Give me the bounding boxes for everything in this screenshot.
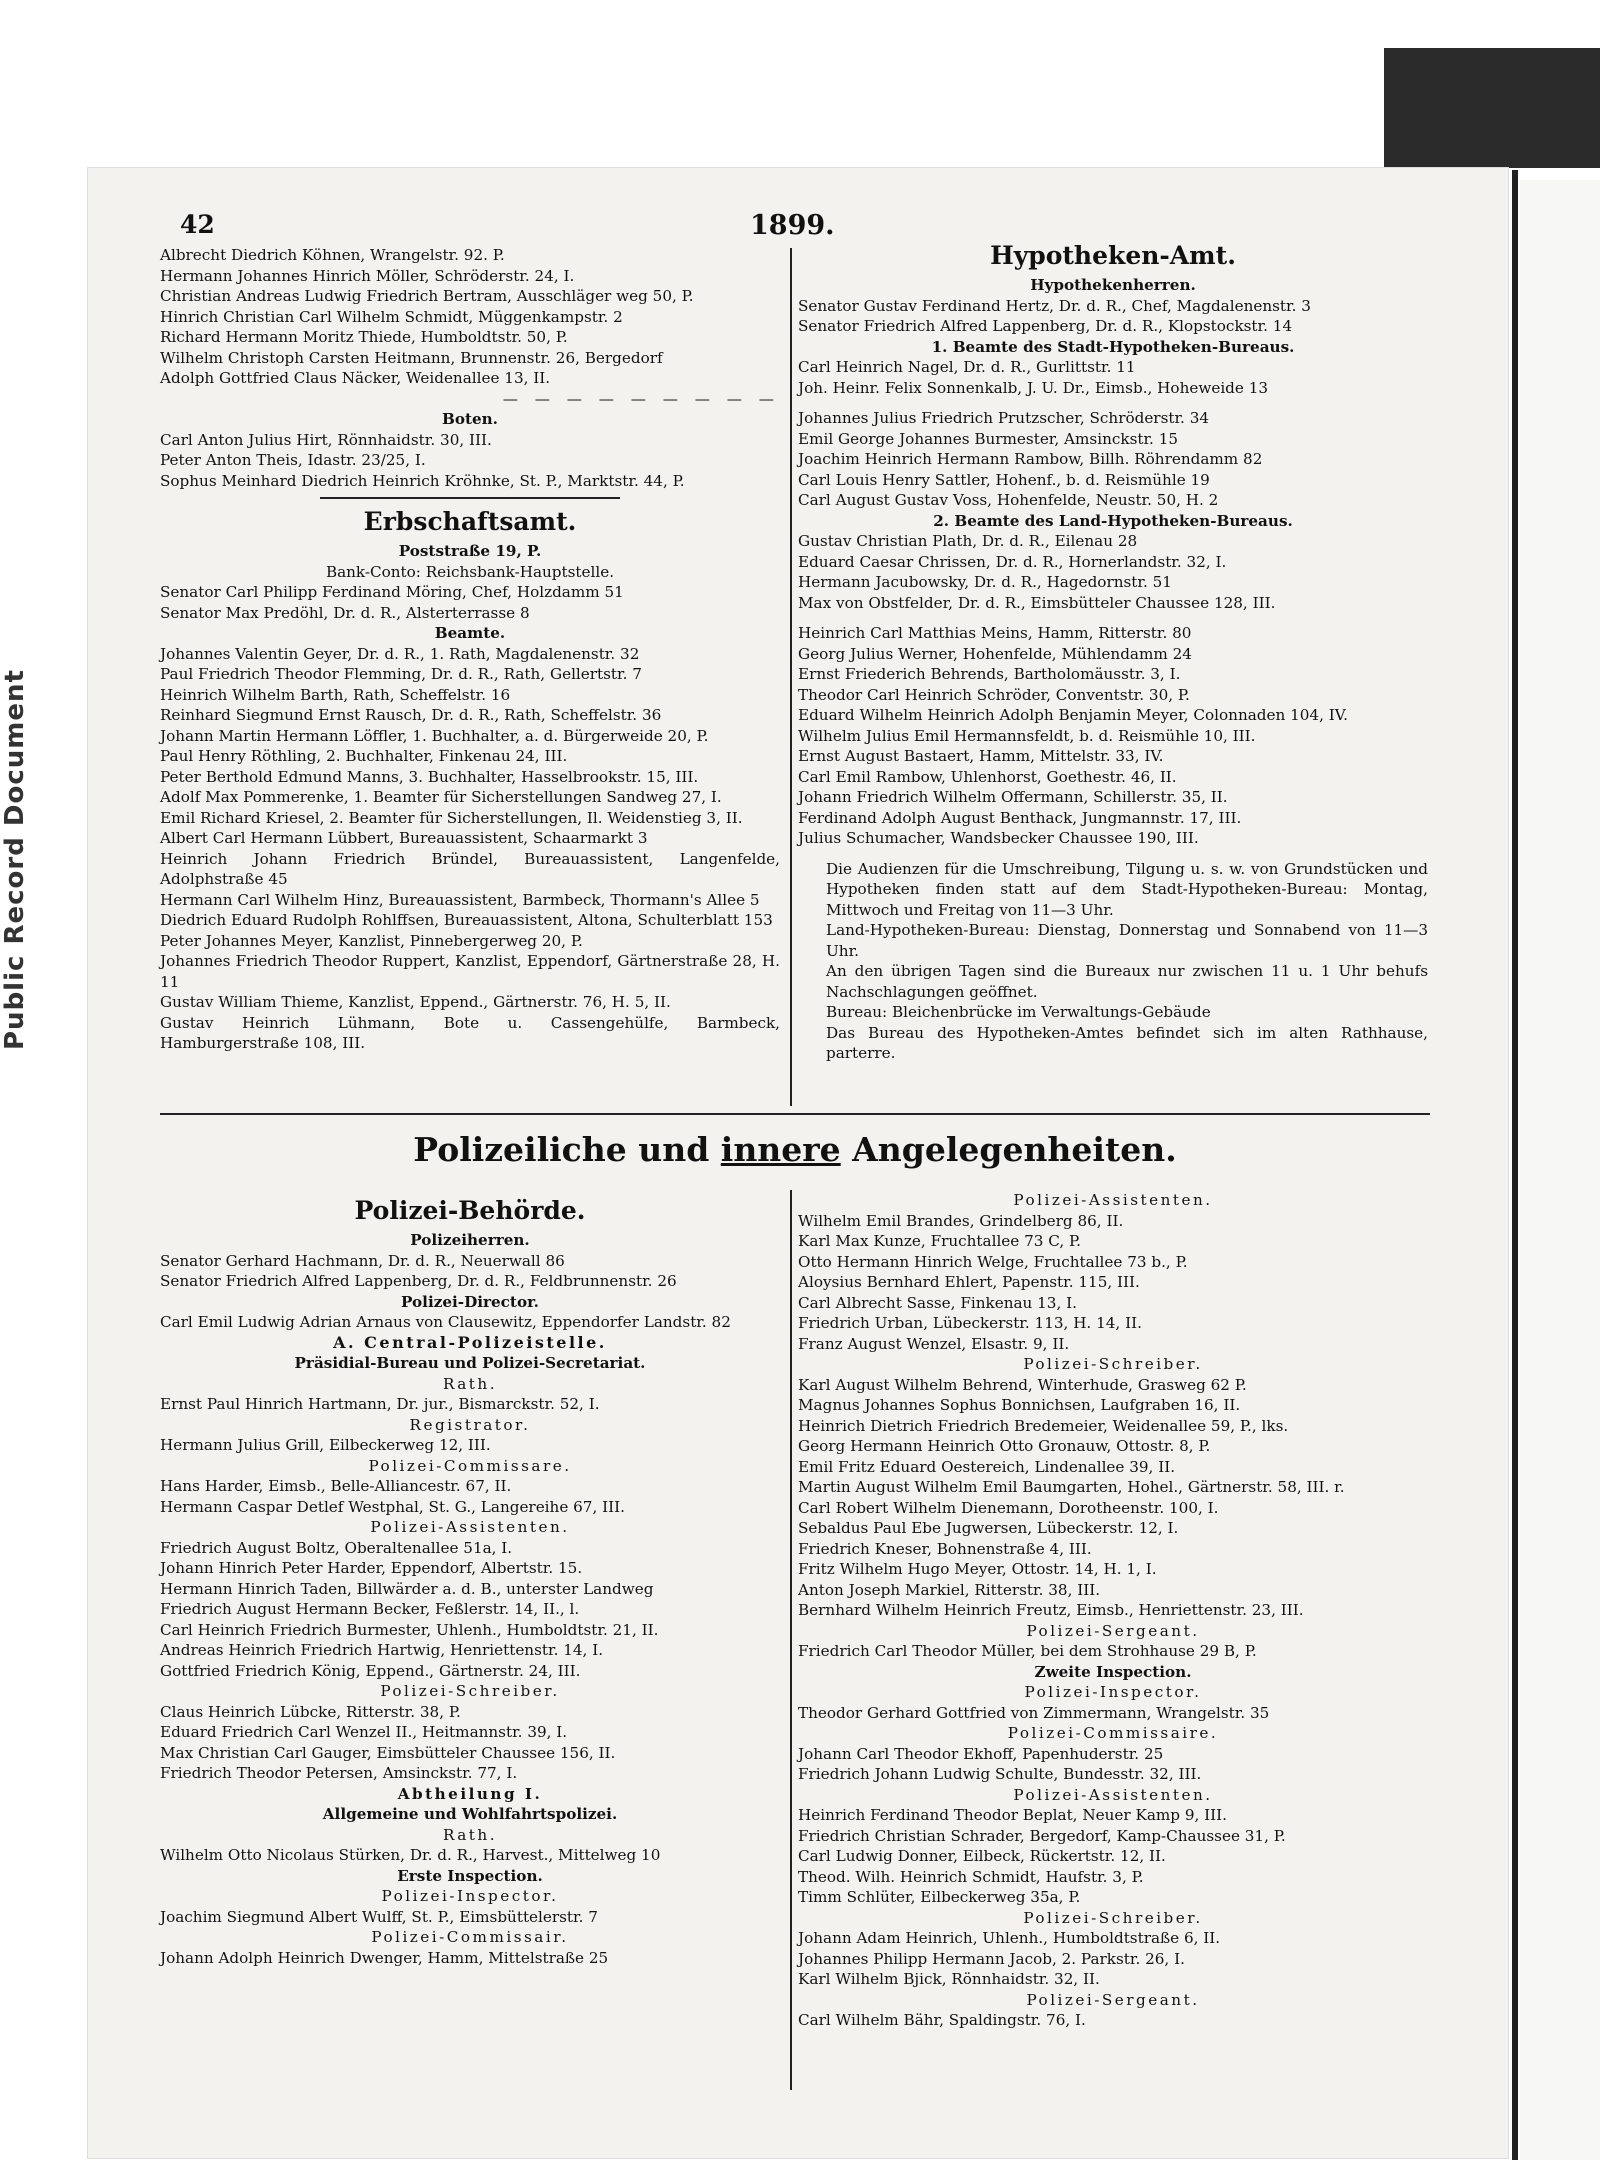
list-item: Heinrich Carl Matthias Meins, Hamm, Ritterstr. 80 [798,624,1192,642]
list-item: Senator Max Predöhl, Dr. d. R., Alsterterrasse 8 [160,603,530,622]
list-item: Christian Andreas Ludwig Friedrich Bertram, Ausschläger weg 50, P. [160,287,694,305]
rb-commissaire-heading: Polizei-Commissaire. [1007,1724,1219,1742]
list-item: Johann Carl Theodor Ekhoff, Papenhuderstr. 25 [798,1744,1164,1763]
list-item: Karl Max Kunze, Fruchtallee 73 C, P. [798,1232,1081,1250]
commissair: Johann Adolph Heinrich Dwenger, Hamm, Mittelstraße 25 [160,1948,609,1967]
list-item: Heinrich Dietrich Friedrich Bredemeier, Weidenallee 59, P., lks. [798,1416,1289,1435]
list-item: Senator Gerhard Hachmann, Dr. d. R., Neuerwall 86 [160,1251,565,1270]
list-item: Ferdinand Adolph August Benthack, Jungmannstr. 17, III. [798,808,1242,827]
hypotheken-title: Hypotheken-Amt. [990,241,1236,270]
list-item: Wilhelm Emil Brandes, Grindelberg 86, II. [798,1211,1124,1230]
right-top-column [798,241,1428,1064]
list-item: Senator Carl Philipp Ferdinand Möring, Chef, Holzdamm 51 [160,583,624,601]
list-item: Andreas Heinrich Friedrich Hartwig, Henriettenstr. 14, I. [160,1641,604,1659]
list-item: Das Bureau des Hypotheken-Amtes befindet sich im alten Rathhause, parterre. [826,1023,1428,1062]
stadt-list-a [798,357,1428,398]
list-item: Friedrich Urban, Lübeckerstr. 113, H. 14, II. [798,1314,1142,1332]
list-item: Paul Friedrich Theodor Flemming, Dr. d. R., Rath, Gellertstr. 7 [160,665,642,683]
rb-assistenten-list [798,1211,1428,1355]
rb-inspector-heading: Polizei-Inspector. [1024,1683,1202,1701]
list-item: Heinrich Ferdinand Theodor Beplat, Neuer Kamp 9, III. [798,1806,1227,1824]
list-item: Johann Martin Hermann Löffler, 1. Buchhalter, a. d. Bürgerweide 20, P. [160,726,709,745]
rb-schreiber-list [798,1375,1428,1621]
list-item: Carl Ludwig Donner, Eilbeck, Rückertstr. 12, II. [798,1847,1166,1865]
list-item: Johannes Julius Friedrich Prutzscher, Schröderstr. 34 [798,409,1210,427]
rb-commissaire-list [798,1744,1428,1785]
list-item: Gustav Christian Plath, Dr. d. R., Eilenau 28 [798,532,1138,550]
registrator: Hermann Julius Grill, Eilbeckerweg 12, III. [160,1436,491,1454]
list-item: Franz August Wenzel, Elsastr. 9, II. [798,1334,1070,1353]
land-list-a [798,531,1428,613]
rb-assistenten-heading: Polizei-Assistenten. [1013,1191,1213,1209]
list-item: Karl Wilhelm Bjick, Rönnhaidstr. 32, II. [798,1970,1100,1988]
commissare-heading: Polizei-Commissare. [368,1456,572,1475]
list-item: Timm Schlüter, Eilbeckerweg 35a, P. [798,1888,1081,1906]
side-label: Public Record Document [0,669,30,1050]
list-item: Friedrich Theodor Petersen, Amsinckstr. 77, I. [160,1764,518,1782]
list-item: Reinhard Siegmund Ernst Rausch, Dr. d. R., Rath, Scheffelstr. 36 [160,706,662,724]
right-bottom-column [798,1190,1428,2031]
polizeiherren-heading: Polizeiherren. [410,1231,530,1249]
boten-heading: Boten. [442,410,498,428]
list-item: Max von Obstfelder, Dr. d. R., Eimsbütteler Chaussee 128, III. [798,593,1276,612]
list-item: Max Christian Carl Gauger, Eimsbütteler Chaussee 156, II. [160,1743,616,1762]
list-item: Wilhelm Christoph Carsten Heitmann, Brunnenstr. 26, Bergedorf [160,348,663,367]
hypothekenherren-list [798,296,1428,337]
list-item: Senator Gustav Ferdinand Hertz, Dr. d. R., Chef, Magdalenenstr. 3 [798,296,1311,315]
list-item: Emil Fritz Eduard Oestereich, Lindenallee 39, II. [798,1457,1176,1476]
allgemeine-heading: Allgemeine und Wohlfahrtspolizei. [322,1805,618,1823]
list-item: Carl August Gustav Voss, Hohenfelde, Neustr. 50, H. 2 [798,491,1219,509]
list-item: Adolf Max Pommerenke, 1. Beamter für Sicherstellungen Sandweg 27, I. [160,788,722,806]
inspector: Joachim Siegmund Albert Wulff, St. P., Eimsbüttelerstr. 7 [160,1907,598,1926]
list-item: Senator Friedrich Alfred Lappenberg, Dr. d. R., Klopstockstr. 14 [798,317,1293,335]
beamte-heading: Beamte. [434,624,506,642]
director-heading: Polizei-Director. [401,1292,539,1311]
list-item: Ernst August Bastaert, Hamm, Mittelstr. 33, IV. [798,747,1164,765]
list-item: Magnus Johannes Sophus Bonnichsen, Laufgraben 16, II. [798,1396,1241,1414]
erbschaft-senators [160,582,780,623]
list-item: Hermann Caspar Detlef Westphal, St. G., Langereihe 67, III. [160,1497,625,1516]
land-bureau-heading: 2. Beamte des Land-Hypotheken-Bureaus. [933,511,1293,530]
rb-schreiber2-list [798,1928,1428,1990]
erbschaft-address: Poststraße 19, P. [398,542,542,560]
page-spine [1512,170,1518,2160]
list-item: Theod. Wilh. Heinrich Schmidt, Haufstr. 3, P. [798,1867,1144,1886]
page-year: 1899. [750,210,835,241]
rb-sergeant-heading: Polizei-Sergeant. [1026,1621,1200,1640]
list-item: Eduard Wilhelm Heinrich Adolph Benjamin Meyer, Colonnaden 104, IV. [798,706,1348,724]
list-item: Peter Berthold Edmund Manns, 3. Buchhalter, Hasselbrookstr. 15, III. [160,767,699,786]
list-item: Paul Henry Röthling, 2. Buchhalter, Finkenau 24, III. [160,747,568,765]
list-item: Georg Julius Werner, Hohenfelde, Mühlendamm 24 [798,644,1192,663]
list-item: Otto Hermann Hinrich Welge, Fruchtallee 73 b., P. [798,1252,1188,1271]
list-item: Land-Hypotheken-Bureau: Dienstag, Donnerstag und Sonnabend von 11—3 Uhr. [826,921,1428,960]
central-heading: A. Central-Polizeistelle. [333,1332,607,1352]
rath-heading: Rath. [442,1374,498,1393]
list-item: Friedrich Kneser, Bohnenstraße 4, III. [798,1539,1092,1558]
erste-inspection-heading: Erste Inspection. [397,1866,543,1885]
list-item: Joh. Heinr. Felix Sonnenkalb, J. U. Dr., Eimsb., Hoheweide 13 [798,378,1269,397]
polizei-behoerde-title: Polizei-Behörde. [354,1196,586,1225]
column-rule-top [790,248,792,1106]
rb-assistenten2-list [798,1805,1428,1908]
rb-sergeant2-heading: Polizei-Sergeant. [1026,1990,1200,2009]
short-rule [320,497,620,499]
boten-list [160,430,780,492]
rb-schreiber2-heading: Polizei-Schreiber. [1023,1908,1203,1927]
pre-lines [160,245,780,389]
list-item: Carl Albrecht Sasse, Finkenau 13, I. [798,1293,1077,1312]
section-title [160,1130,1430,1169]
list-item: Diedrich Eduard Rudolph Rohlffsen, Bureauassistent, Altona, Schulterblatt 153 [160,911,773,929]
list-item: Eduard Caesar Chrissen, Dr. d. R., Hornerlandstr. 32, I. [798,552,1227,571]
list-item: Sebaldus Paul Ebe Jugwersen, Lübeckerstr. 12, I. [798,1519,1179,1537]
list-item: Peter Anton Theis, Idastr. 23/25, I. [160,451,426,469]
list-item: Johann Hinrich Peter Harder, Eppendorf, Albertstr. 15. [160,1559,583,1577]
praesidial-heading: Präsidial-Bureau und Polizei-Secretariat. [294,1354,646,1372]
commissair-heading: Polizei-Commissair. [371,1928,569,1946]
list-item: Hans Harder, Eimsb., Belle-Alliancestr. 67, II. [160,1477,512,1495]
list-item: Bernhard Wilhelm Heinrich Freutz, Eimsb., Henriettenstr. 23, III. [798,1601,1304,1619]
dashed-separator: — — — — — — — — — [502,389,780,408]
rb-assistenten2-heading: Polizei-Assistenten. [1013,1785,1213,1804]
stadt-bureau-heading: 1. Beamte des Stadt-Hypotheken-Bureaus. [931,337,1295,356]
list-item: Theodor Carl Heinrich Schröder, Conventstr. 30, P. [798,685,1190,704]
schreiber-list [160,1702,780,1784]
list-item: Georg Hermann Heinrich Otto Gronauw, Ottostr. 8, P. [798,1437,1211,1455]
rb-sergeant: Friedrich Carl Theodor Müller, bei dem Strohhause 29 B, P. [798,1642,1257,1660]
stadt-list-b [798,408,1428,511]
audienz-notes [798,859,1428,1064]
list-item: Sophus Meinhard Diedrich Heinrich Kröhnke, St. P., Marktstr. 44, P. [160,471,685,490]
list-item: Friedrich Christian Schrader, Bergedorf, Kamp-Chaussee 31, P. [798,1826,1286,1845]
list-item: Albrecht Diedrich Köhnen, Wrangelstr. 92. P. [160,246,505,264]
list-item: Johann Adam Heinrich, Uhlenh., Humboldtstraße 6, II. [798,1929,1221,1947]
schreiber-heading: Polizei-Schreiber. [380,1682,560,1700]
inspector-heading: Polizei-Inspector. [381,1887,559,1905]
list-item: Hermann Carl Wilhelm Hinz, Bureauassistent, Barmbeck, Thormann's Allee 5 [160,890,760,909]
section-rule [160,1113,1430,1115]
list-item: Aloysius Bernhard Ehlert, Papenstr. 115, III. [798,1273,1140,1291]
registrator-heading: Registrator. [409,1415,531,1434]
list-item: Ernst Friederich Behrends, Bartholomäusstr. 3, I. [798,665,1181,683]
list-item: Johannes Philipp Hermann Jacob, 2. Parkstr. 26, I. [798,1949,1185,1968]
list-item: Die Audienzen für die Umschreibung, Tilgung u. s. w. von Grundstücken und Hypotheken finden statt auf dem Stadt-Hypotheken-Bureau: Montag, Mittwoch und Freitag von 11—3 Uhr. [826,859,1428,919]
left-bottom-column [160,1190,780,1968]
hypothekenherren-heading: Hypothekenherren. [1030,276,1196,294]
bank-conto: Bank-Conto: Reichsbank-Hauptstelle. [325,562,615,581]
commissare-list [160,1476,780,1517]
list-item: Eduard Friedrich Carl Wenzel II., Heitmannstr. 39, I. [160,1723,568,1741]
list-item: Johann Friedrich Wilhelm Offermann, Schillerstr. 35, II. [798,788,1228,806]
rath2: Wilhelm Otto Nicolaus Stürken, Dr. d. R., Harvest., Mittelweg 10 [160,1846,661,1864]
rath: Ernst Paul Hinrich Hartmann, Dr. jur., Bismarckstr. 52, I. [160,1395,600,1413]
list-item: Senator Friedrich Alfred Lappenberg, Dr. d. R., Feldbrunnenstr. 26 [160,1272,677,1290]
beamte-list [160,644,780,1054]
list-item: Fritz Wilhelm Hugo Meyer, Ottostr. 14, H. 1, I. [798,1560,1157,1578]
rb-sergeant2: Carl Wilhelm Bähr, Spaldingstr. 76, I. [798,2011,1086,2029]
list-item: Carl Heinrich Nagel, Dr. d. R., Gurlittstr. 11 [798,358,1136,376]
rb-inspector: Theodor Gerhard Gottfried von Zimmermann, Wrangelstr. 35 [798,1703,1270,1722]
list-item: Claus Heinrich Lübcke, Ritterstr. 38, P. [160,1702,461,1721]
list-item: Johannes Friedrich Theodor Ruppert, Kanzlist, Eppendorf, Gärtnerstraße 28, H. 11 [160,952,780,991]
list-item: Martin August Wilhelm Emil Baumgarten, Hohel., Gärtnerstr. 58, III. r. [798,1478,1345,1496]
column-rule-bottom [790,1190,792,2090]
list-item: An den übrigen Tagen sind die Bureaux nur zwischen 11 u. 1 Uhr behufs Nachschlagungen geöffnet. [826,962,1428,1001]
abtheilung-heading: Abtheilung I. [397,1784,543,1803]
list-item: Gustav Heinrich Lühmann, Bote u. Cassengehülfe, Barmbeck, Hamburgerstraße 108, III. [160,1013,780,1052]
zweite-inspection-heading: Zweite Inspection. [1034,1662,1192,1681]
rb-schreiber-heading: Polizei-Schreiber. [1023,1355,1203,1373]
section-title-underlined: innere [720,1130,841,1169]
list-item: Gustav William Thieme, Kanzlist, Eppend., Gärtnerstr. 76, H. 5, II. [160,993,671,1011]
list-item: Carl Louis Henry Sattler, Hohenf., b. d. Reismühle 19 [798,470,1210,489]
list-item: Hinrich Christian Carl Wilhelm Schmidt, Müggenkampstr. 2 [160,307,623,326]
list-item: Heinrich Wilhelm Barth, Rath, Scheffelstr. 16 [160,685,511,704]
rath2-heading: Rath. [442,1825,498,1844]
land-list-b [798,623,1428,849]
list-item: Emil George Johannes Burmester, Amsinckstr. 15 [798,429,1179,448]
list-item: Karl August Wilhelm Behrend, Winterhude, Grasweg 62 P. [798,1375,1247,1394]
list-item: Carl Anton Julius Hirt, Rönnhaidstr. 30, III. [160,430,492,449]
list-item: Friedrich August Hermann Becker, Feßlerstr. 14, II., l. [160,1600,580,1618]
list-item: Heinrich Johann Friedrich Bründel, Bureauassistent, Langenfelde, Adolphstraße 45 [160,849,780,888]
assistenten-heading: Polizei-Assistenten. [370,1518,570,1536]
section-title-part-a: Polizeiliche und [413,1130,721,1169]
list-item: Friedrich Johann Ludwig Schulte, Bundesstr. 32, III. [798,1765,1202,1783]
list-item: Emil Richard Kriesel, 2. Beamter für Sicherstellungen, Il. Weidenstieg 3, II. [160,808,743,827]
list-item: Friedrich August Boltz, Oberaltenallee 51a, I. [160,1538,513,1557]
list-item: Anton Joseph Markiel, Ritterstr. 38, III. [798,1580,1101,1599]
list-item: Hermann Jacubowsky, Dr. d. R., Hagedornstr. 51 [798,573,1172,591]
page-number: 42 [180,210,215,239]
list-item: Gottfried Friedrich König, Eppend., Gärtnerstr. 24, III. [160,1661,581,1680]
assistenten-list [160,1538,780,1682]
list-item: Carl Emil Rambow, Uhlenhorst, Goethestr. 46, II. [798,767,1177,786]
list-item: Julius Schumacher, Wandsbecker Chaussee 190, III. [798,829,1199,847]
list-item: Johannes Valentin Geyer, Dr. d. R., 1. Rath, Magdalenenstr. 32 [160,644,640,663]
list-item: Carl Heinrich Friedrich Burmester, Uhlenh., Humboldtstr. 21, II. [160,1620,659,1639]
erbschaft-title: Erbschaftsamt. [363,507,577,536]
polizeiherren-list [160,1251,780,1292]
director: Carl Emil Ludwig Adrian Arnaus von Clausewitz, Eppendorfer Landstr. 82 [160,1313,731,1331]
list-item: Bureau: Bleichenbrücke im Verwaltungs-Gebäude [826,1003,1211,1021]
list-item: Peter Johannes Meyer, Kanzlist, Pinnebergerweg 20, P. [160,931,583,950]
list-item: Carl Robert Wilhelm Dienemann, Dorotheenstr. 100, I. [798,1498,1219,1517]
section-title-part-b: Angelegenheiten. [840,1130,1177,1169]
list-item: Hermann Hinrich Taden, Billwärder a. d. B., unterster Landweg [160,1579,654,1598]
list-item: Albert Carl Hermann Lübbert, Bureauassistent, Schaarmarkt 3 [160,829,648,847]
list-item: Richard Hermann Moritz Thiede, Humboldtstr. 50, P. [160,328,568,346]
list-item: Wilhelm Julius Emil Hermannsfeldt, b. d. Reismühle 10, III. [798,726,1256,745]
list-item: Hermann Johannes Hinrich Möller, Schröderstr. 24, I. [160,266,575,285]
left-top-column [160,245,780,1054]
facing-page-edge [1520,180,1600,2160]
scan-dark-corner [1384,48,1600,168]
list-item: Joachim Heinrich Hermann Rambow, Billh. Röhrendamm 82 [798,450,1263,468]
list-item: Adolph Gottfried Claus Näcker, Weidenallee 13, II. [160,369,551,387]
